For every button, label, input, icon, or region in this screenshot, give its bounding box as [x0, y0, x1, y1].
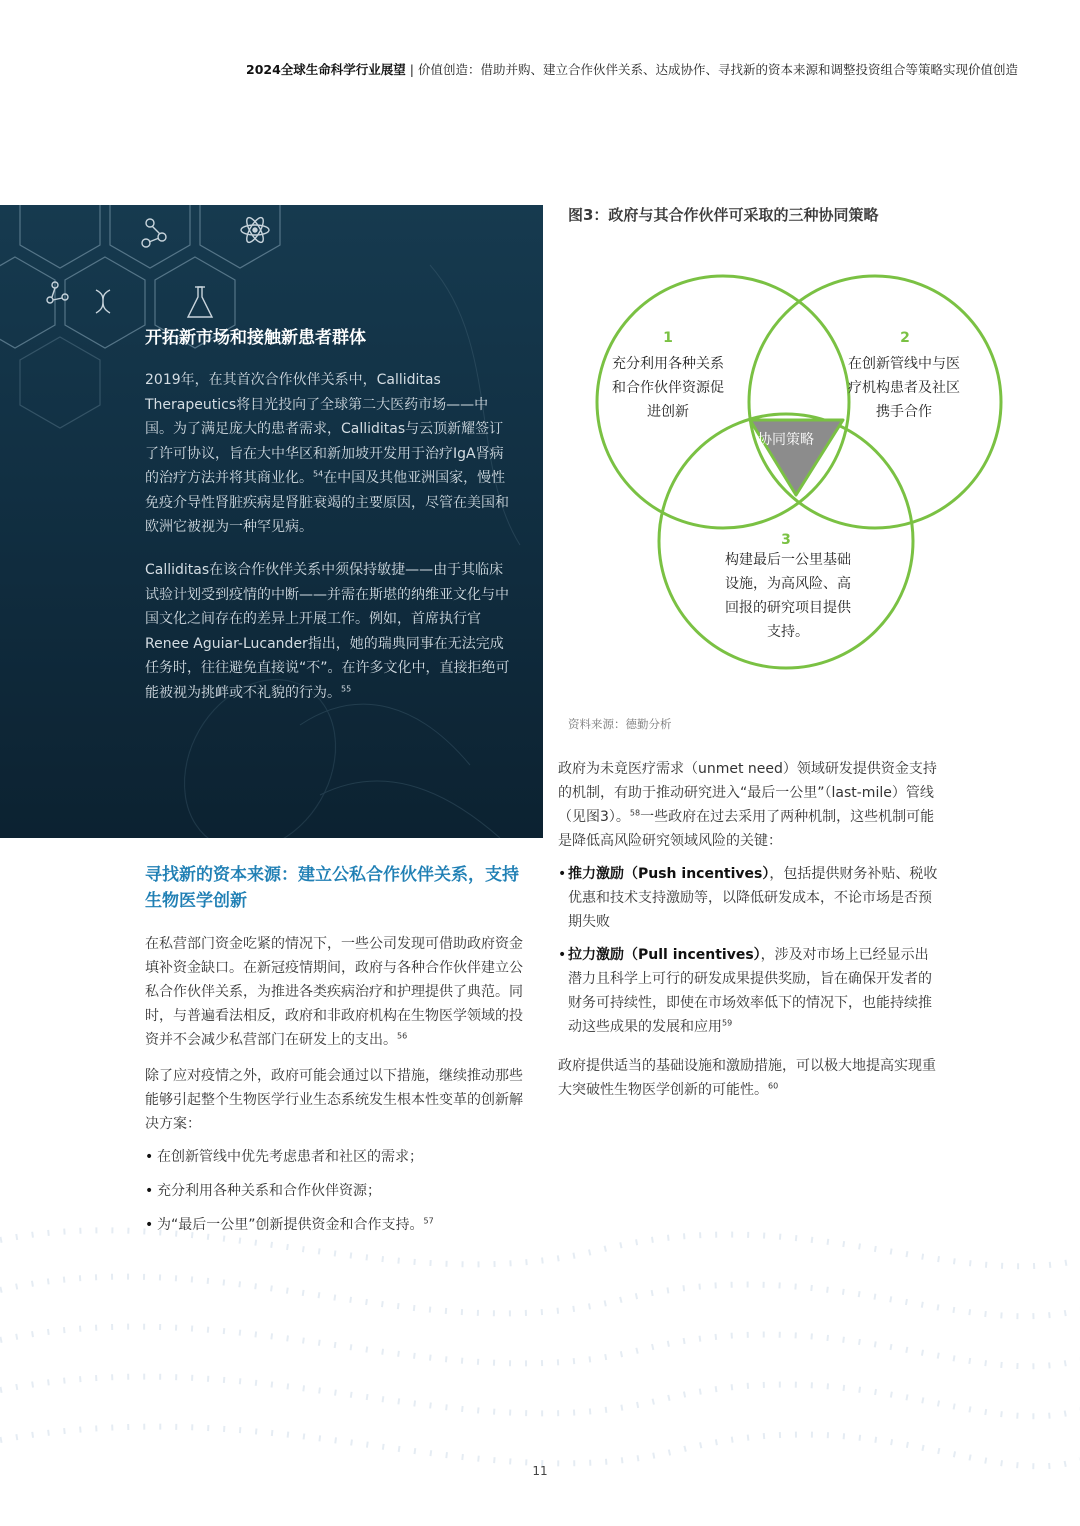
- bullet-icon: •: [145, 1149, 154, 1165]
- venn-label-3: 构建最后一公里基础设施，为高风险、高回报的研究项目提供支持。: [725, 552, 851, 640]
- figure-source: 资料来源：德勤分析: [568, 717, 672, 731]
- footnote-ref: 54: [313, 469, 324, 479]
- venn-label-1: 充分利用各种关系和合作伙伴资源促进创新: [612, 356, 724, 420]
- header-separator: |: [405, 62, 418, 77]
- list-item: • 为“最后一公里”创新提供资金和合作支持。$^{57}$: [145, 1213, 525, 1237]
- venn-label-2: 在创新管线中与医疗机构患者及社区携手合作: [848, 356, 960, 420]
- footnote-ref: 59: [722, 1018, 733, 1028]
- case-study-panel: [0, 205, 543, 838]
- panel-title: 开拓新市场和接触新患者群体: [145, 328, 366, 348]
- list-item: • 推力激励（Push incentives），包括提供财务补贴、税收优惠和技术支持激励等，以降低研发成本，不论市场是否预期失败: [558, 862, 938, 934]
- right-paragraph-2: 政府提供适当的基础设施和激励措施，可以极大地提高实现重大突破性生物医学创新的可能性。$^{60}$: [558, 1058, 936, 1098]
- page-number: 11: [532, 1464, 548, 1478]
- footnote-ref: 58: [629, 808, 641, 818]
- figure-title: 图3：政府与其合作伙伴可采取的三种协同策略: [568, 206, 879, 224]
- running-header: [246, 60, 1018, 78]
- list-item: • 充分利用各种关系和合作伙伴资源；: [145, 1179, 525, 1203]
- list-item: • 拉力激励（Pull incentives），涉及对市场上已经显示出潜力且科学上可行的研发成果提供奖励，旨在确保开发者的财务可持续性，即使在市场效率低下的情况下，也能持续推动这些成果的发展和应用$^{59}$: [558, 943, 938, 1039]
- venn-number-1: 1: [663, 330, 673, 346]
- footnote-ref: 55: [341, 683, 352, 693]
- right-paragraph-1: 政府为未竟医疗需求（unmet need）领域研发提供资金支持的机制，有助于推动研究进入“最后一公里”（last-mile）管线（见图3）。$^{58}$一些政府在过去采用了两种机制，这些机制可能是降低高风险研究领域风险的关键：: [558, 761, 937, 849]
- venn-number-2: 2: [900, 330, 910, 346]
- bullet-icon: •: [558, 947, 567, 963]
- list-item: • 在创新管线中优先考虑患者和社区的需求；: [145, 1145, 525, 1169]
- panel-paragraph-2: Calliditas在该合作伙伴关系中须保持敏捷——由于其临床试验计划受到疫情的中断——并需在斯堪的纳维亚文化与中国文化之间存在的差异上开展工作。例如，首席执行官Renee Aguiar-Lucander指出，她的瑞典同事在无法完成任务时，往往避免直接说“不”。在许多文化中，直接拒绝可能被视为挑衅或不礼貌的行为。$^{55}$: [145, 562, 510, 701]
- bullet-icon: •: [145, 1217, 154, 1233]
- chapter-title: 价值创造：借助并购、建立合作伙伴关系、达成协作、寻找新的资本来源和调整投资组合等策略实现价值创造: [417, 62, 1018, 77]
- venn-center-label: 协同策略: [758, 432, 814, 448]
- left-paragraph-2: 除了应对疫情之外，政府可能会通过以下措施，继续推动那些能够引起整个生物医学行业生态系统发生根本性变革的创新解决方案：: [145, 1068, 523, 1132]
- footnote-ref: 60: [768, 1081, 779, 1091]
- section-title: 寻找新的资本来源：建立公私合作伙伴关系，支持生物医学创新: [145, 865, 519, 911]
- panel-paragraph-1: 2019年，在其首次合作伙伴关系中，Calliditas Therapeutics将目光投向了全球第二大医药市场——中国。为了满足庞大的患者需求，Calliditas与云顶新耀签订了许可协议，旨在大中华区和新加坡开发用于治疗IgA肾病的治疗方法并将其商业化。$^{54}$在中国及其他亚洲国家，慢性免疫介导性肾脏疾病是肾脏衰竭的主要原因，尽管在美国和欧洲它被视为一种罕见病。: [145, 372, 509, 535]
- left-paragraph-1: 在私营部门资金吃紧的情况下，一些公司发现可借助政府资金填补资金缺口。在新冠疫情期间，政府与各种合作伙伴建立公私合作伙伴关系，为推进各类疾病治疗和护理提供了典范。同时，与普遍看法相反，政府和非政府机构在生物医学领域的投资并不会减少私营部门在研发上的支出。$^{56}$: [145, 936, 523, 1048]
- bullet-icon: •: [558, 866, 567, 882]
- footnote-ref: 56: [397, 1031, 408, 1041]
- venn-number-3: 3: [781, 532, 791, 548]
- footnote-ref: 57: [423, 1216, 434, 1226]
- report-title: 2024全球生命科学行业展望: [246, 62, 406, 77]
- bullet-icon: •: [145, 1183, 154, 1199]
